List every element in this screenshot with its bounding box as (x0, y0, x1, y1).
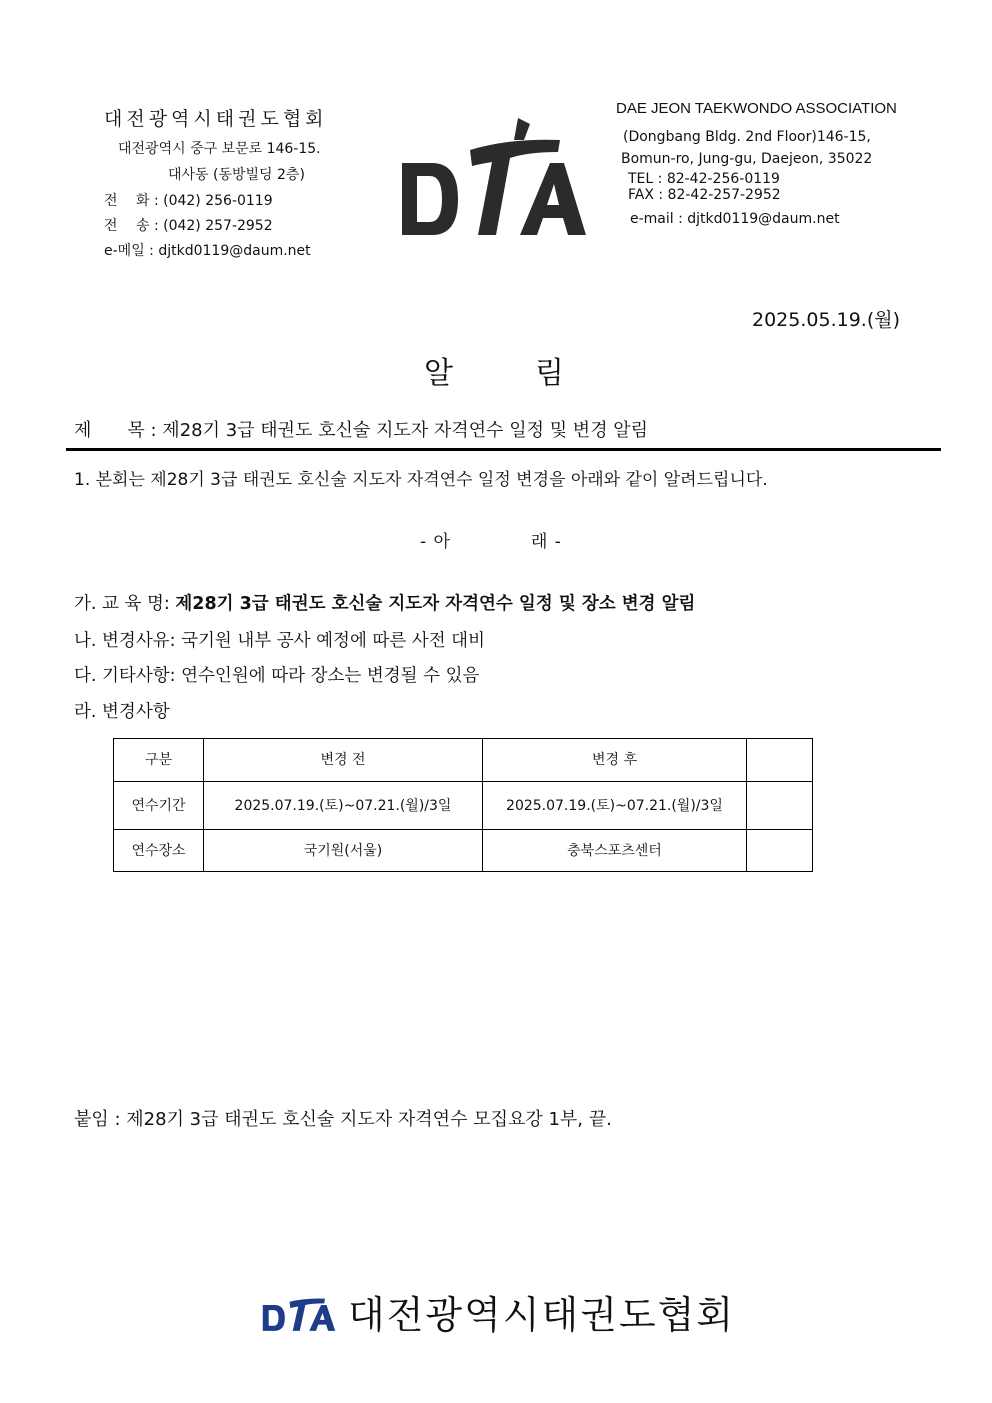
item-label: 라. 변경사항 (74, 702, 170, 722)
dta-footer-logo (262, 1296, 336, 1332)
address-korean-line2: 대사동 (동방빌딩 2층) (168, 167, 305, 183)
item-value: 제28기 3급 태권도 호신술 지도자 자격연수 일정 및 장소 변경 알림 (175, 594, 696, 614)
document-date: 2025.05.19.(월) (752, 309, 901, 331)
item-label: 가. 교 육 명: (74, 594, 170, 614)
table-header-row (114, 739, 813, 782)
table-header-cell: 변경 후 (483, 739, 747, 782)
intro-paragraph: 1. 본회는 제28기 3급 태권도 호신술 지도자 자격연수 일정 변경을 아래와 같이 알려드립니다. (74, 470, 768, 490)
table-row (114, 830, 813, 872)
list-item (74, 698, 170, 723)
table-cell (747, 830, 813, 872)
address-english-line2: Bomun-ro, Jung-gu, Daejeon, 35022 (621, 151, 873, 167)
org-name-korean: 대전광역시태권도협회 (104, 108, 328, 130)
phone-label: 전 화 (104, 193, 150, 209)
email-value: : djtkd0119@daum.net (149, 243, 311, 259)
document-title: 알림 (424, 356, 646, 391)
fax-value: : (042) 257-2952 (153, 218, 273, 234)
list-item (74, 627, 485, 652)
subject-label: 제 목 (74, 420, 145, 441)
attachment-note: 붙임 : 제28기 3급 태권도 호신술 지도자 자격연수 모집요강 1부, 끝. (74, 1109, 612, 1130)
table-cell: 연수기간 (114, 782, 204, 830)
email-label: e-메일 (104, 243, 145, 259)
table-cell: 2025.07.19.(토)~07.21.(월)/3일 (483, 782, 747, 830)
table-header-cell: 구분 (114, 739, 204, 782)
footer-org-name: 대전광역시태권도협회 (348, 1293, 736, 1337)
below-heading-left: - 아 (420, 532, 451, 552)
below-heading-right: 래 - (530, 532, 562, 552)
fax-korean (104, 215, 273, 235)
table-cell (747, 782, 813, 830)
table-header-cell (747, 739, 813, 782)
fax-label: 전 송 (104, 218, 150, 234)
dta-logo (400, 118, 588, 238)
item-value: 국기원 내부 공사 예정에 따른 사전 대비 (181, 631, 485, 651)
item-value: 연수인원에 따라 장소는 변경될 수 있음 (181, 666, 480, 686)
below-heading (420, 527, 562, 552)
email-english: e-mail : djtkd0119@daum.net (630, 211, 840, 227)
phone-korean (104, 190, 273, 210)
subject-divider (66, 448, 941, 451)
org-name-english: DAE JEON TAEKWONDO ASSOCIATION (616, 100, 897, 117)
item-label: 다. 기타사항: (74, 666, 176, 686)
table-cell: 충북스포츠센터 (483, 830, 747, 872)
subject-value: : 제28기 3급 태권도 호신술 지도자 자격연수 일정 및 변경 알림 (150, 420, 649, 441)
table-row (114, 782, 813, 830)
fax-english: FAX : 82-42-257-2952 (628, 187, 781, 203)
address-english-line1: (Dongbang Bldg. 2nd Floor)146-15, (623, 129, 871, 145)
subject-line (74, 416, 648, 442)
phone-value: : (042) 256-0119 (153, 193, 273, 209)
phone-english: TEL : 82-42-256-0119 (628, 171, 780, 187)
table-cell: 2025.07.19.(토)~07.21.(월)/3일 (204, 782, 483, 830)
table-cell: 국기원(서울) (204, 830, 483, 872)
item-label: 나. 변경사유: (74, 631, 176, 651)
address-korean-line1: 대전광역시 중구 보문로 146-15. (118, 141, 321, 157)
table-cell: 연수장소 (114, 830, 204, 872)
list-item (74, 590, 695, 615)
table-header-cell: 변경 전 (204, 739, 483, 782)
email-korean (104, 240, 311, 260)
list-item (74, 662, 479, 687)
change-table (113, 738, 813, 872)
